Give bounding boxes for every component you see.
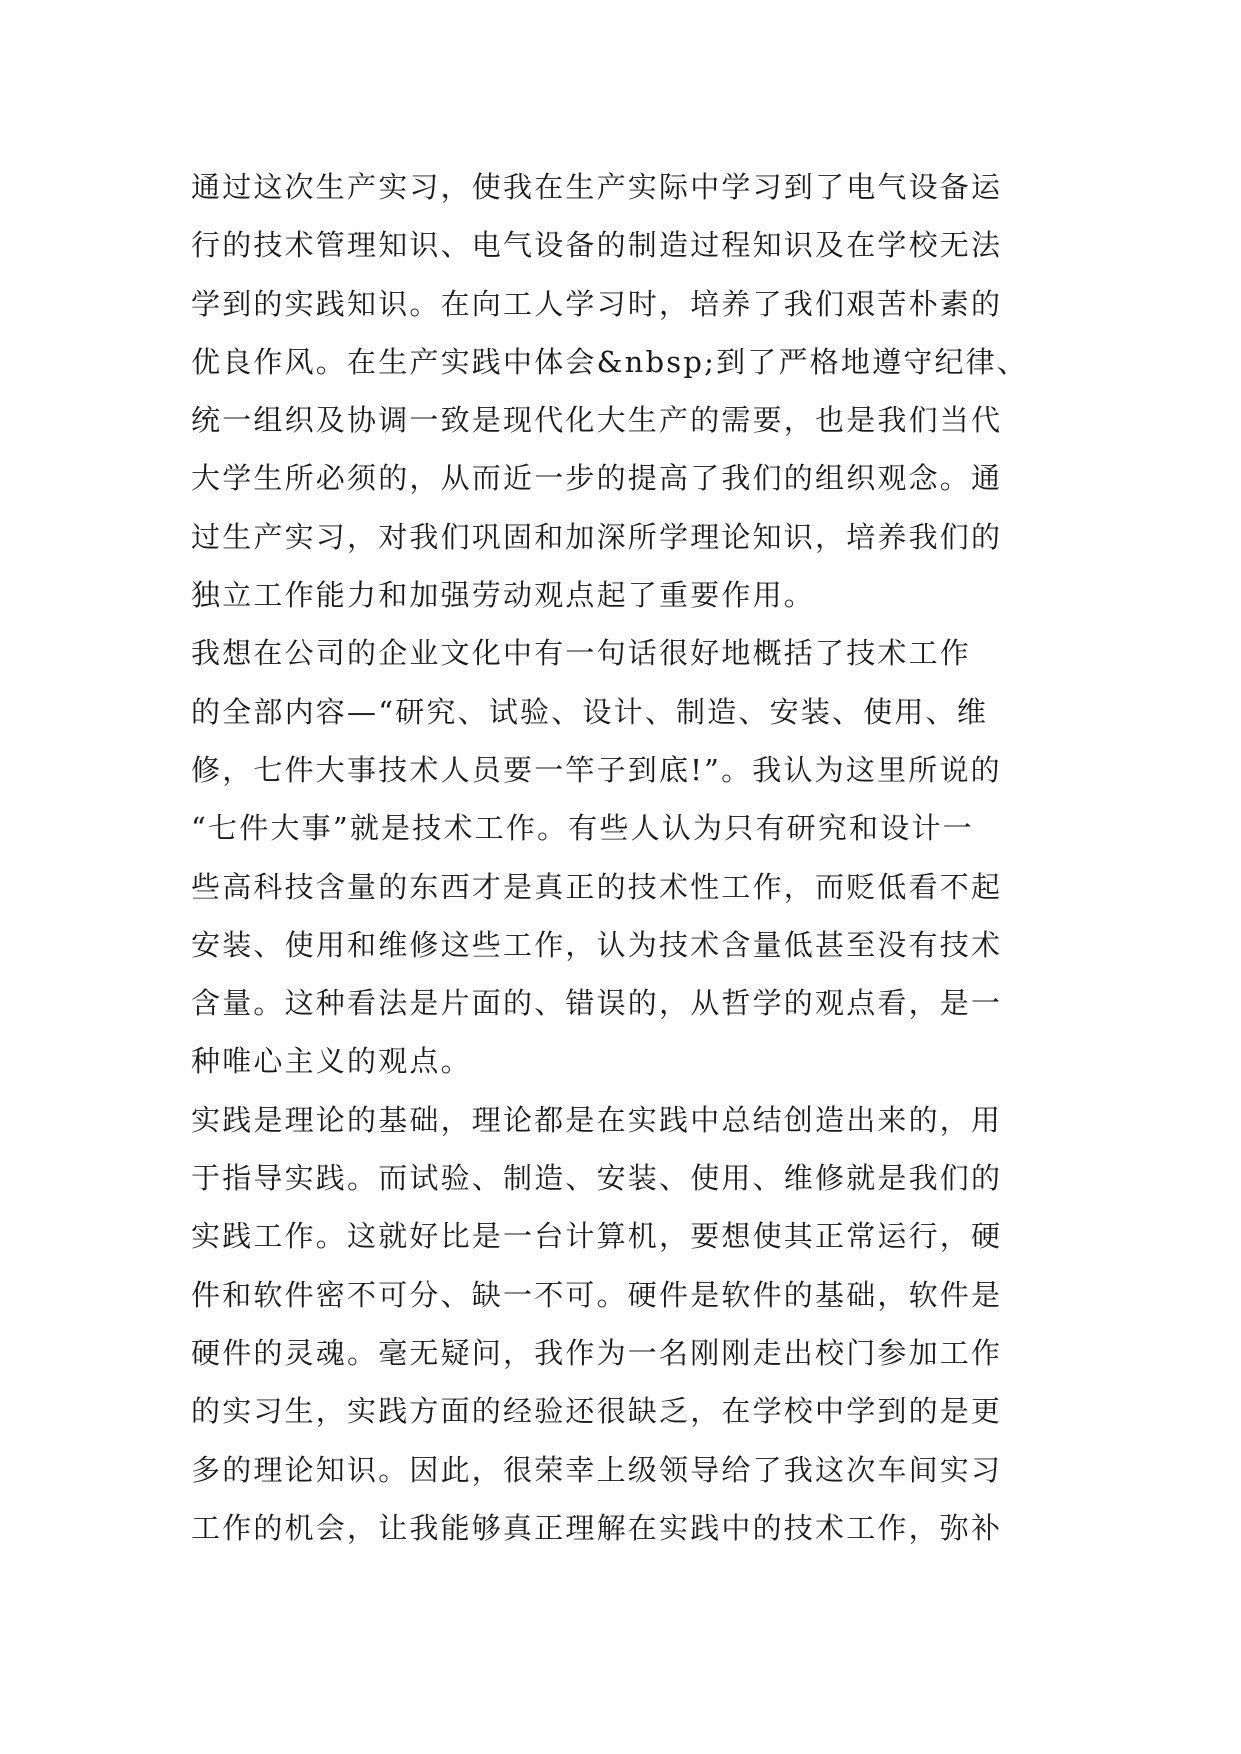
text-line: “七件大事”就是技术工作。有些人认为只有研究和设计一	[191, 811, 974, 846]
text-line: 我想在公司的企业文化中有一句话很好地概括了技术工作	[191, 636, 972, 671]
text-line: 些高科技含量的东西才是真正的技术性工作，而贬低看不起	[191, 869, 1003, 904]
text-line: 的实习生，实践方面的经验还很缺乏，在学校中学到的是更	[191, 1394, 1003, 1429]
text-line: 多的理论知识。因此，很荣幸上级领导给了我这次车间实习	[191, 1452, 1003, 1487]
text-line: 统一组织及协调一致是现代化大生产的需要，也是我们当代	[191, 403, 1003, 438]
text-line: 硬件的灵魂。毫无疑问，我作为一名刚刚走出校门参加工作	[191, 1335, 1003, 1370]
text-line: 件和软件密不可分、缺一不可。硬件是软件的基础，软件是	[191, 1277, 1003, 1312]
text-line: 的全部内容—“研究、试验、设计、制造、安装、使用、维	[191, 694, 989, 729]
text-line: 学到的实践知识。在向工人学习时，培养了我们艰苦朴素的	[191, 286, 1003, 321]
text-line: 工作的机会，让我能够真正理解在实践中的技术工作，弥补	[191, 1510, 1003, 1545]
text-line: 于指导实践。而试验、制造、安装、使用、维修就是我们的	[191, 1161, 1003, 1196]
text-line: 独立工作能力和加强劳动观点起了重要作用。	[191, 578, 816, 613]
text-line: 修，七件大事技术人员要一竿子到底!”。我认为这里所说的	[191, 752, 1002, 787]
text-line: 种唯心主义的观点。	[191, 1044, 472, 1079]
body-text	[191, 158, 1071, 1557]
text-line: 通过这次生产实习，使我在生产实际中学习到了电气设备运	[191, 170, 1003, 204]
text-line: 大学生所必须的，从而近一步的提高了我们的组织观念。通	[191, 461, 1003, 496]
text-line: 含量。这种看法是片面的、错误的，从哲学的观点看，是一	[191, 986, 1003, 1021]
text-line: 安装、使用和维修这些工作，认为技术含量低甚至没有技术	[191, 927, 1003, 962]
text-line: 实践工作。这就好比是一台计算机，要想使其正常运行，硬	[191, 1219, 1003, 1254]
text-line: 行的技术管理知识、电气设备的制造过程知识及在学校无法	[191, 228, 1003, 263]
text-line: 过生产实习，对我们巩固和加深所学理论知识，培养我们的	[191, 519, 1003, 554]
text-line: 优良作风。在生产实践中体会&nbsp;到了严格地遵守纪律、	[191, 344, 1029, 379]
text-line: 实践是理论的基础，理论都是在实践中总结创造出来的，用	[191, 1102, 1003, 1137]
